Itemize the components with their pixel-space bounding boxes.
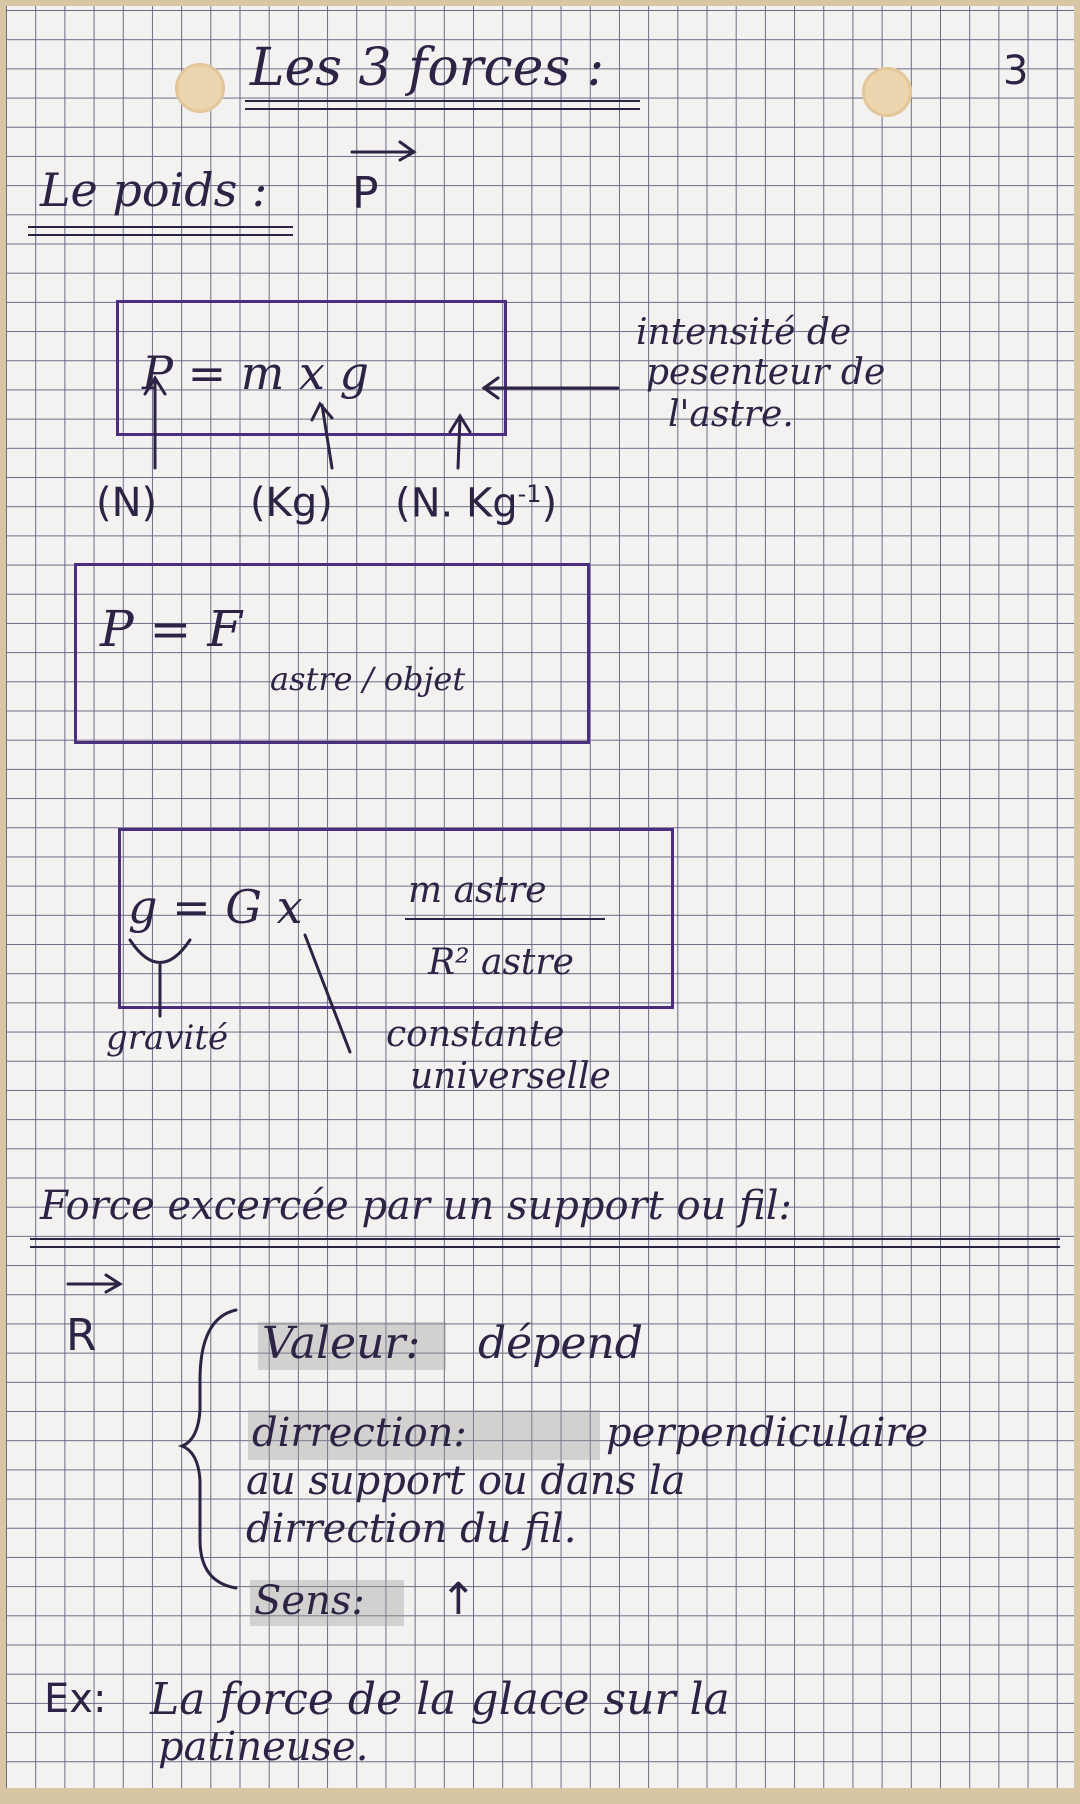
- g-annotation-1: intensité de: [636, 312, 852, 353]
- g-annotation-2: pesenteur de: [646, 352, 886, 393]
- arrow-g-unit: [458, 418, 460, 468]
- formula-gravity-numerator: m astre: [408, 870, 547, 911]
- pointer-constante: [305, 935, 350, 1052]
- page-title: Les 3 forces :: [250, 38, 605, 98]
- formula-force: P = F: [100, 600, 243, 658]
- vector-R: R: [66, 1310, 97, 1361]
- formula-gravity-left: g = G x: [128, 880, 303, 934]
- curly-brace: [182, 1310, 236, 1588]
- sens-label: Sens:: [254, 1578, 365, 1624]
- poids-heading: Le poids :: [40, 163, 268, 217]
- vector-P: P: [352, 168, 379, 219]
- unit-g: (N. $Kg^{-1}$): [395, 480, 558, 527]
- valeur-label: Valeur:: [262, 1318, 421, 1369]
- constante-label-2: universelle: [410, 1056, 611, 1097]
- page-number: 3: [1003, 48, 1029, 94]
- g-annotation-3: l'astre.: [668, 394, 794, 435]
- formula-gravity-denominator: R² astre: [428, 942, 574, 983]
- formula-force-subscript: astre / objet: [270, 660, 466, 698]
- direction-line-1: perpendiculaire: [606, 1410, 929, 1456]
- formula-weight: P = m x g: [142, 346, 369, 400]
- gravite-label: gravité: [106, 1018, 229, 1058]
- direction-label: dirrection:: [252, 1410, 467, 1456]
- unit-kilogram: (Kg): [250, 480, 333, 526]
- example-line-1: La force de la glace sur la: [150, 1674, 730, 1725]
- reaction-heading: Force excercée par un support ou fil:: [40, 1183, 792, 1229]
- example-line-2: patineuse.: [158, 1724, 369, 1770]
- up-arrow-icon: ↑: [440, 1574, 477, 1625]
- example-prefix: Ex:: [44, 1676, 107, 1722]
- direction-line-2: au support ou dans la: [246, 1458, 686, 1504]
- unit-newton: (N): [96, 480, 158, 526]
- valeur-text: dépend: [478, 1318, 643, 1369]
- direction-line-3: dirrection du fil.: [246, 1506, 577, 1552]
- constante-label-1: constante: [386, 1014, 565, 1055]
